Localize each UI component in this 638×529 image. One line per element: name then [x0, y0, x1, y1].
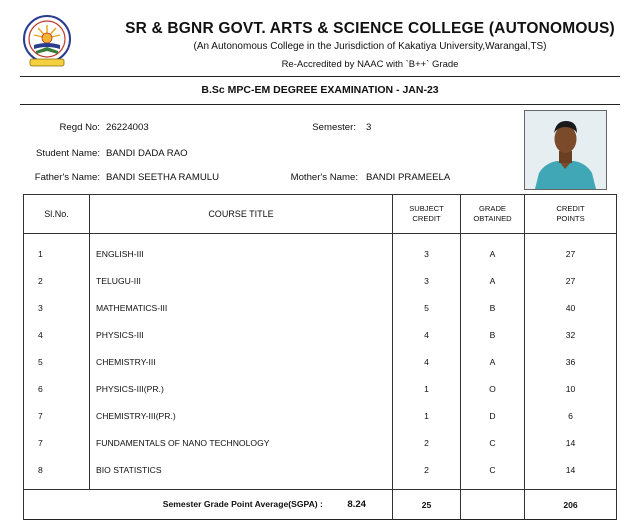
- row-grade: D: [461, 402, 525, 429]
- row-points: 6: [525, 402, 617, 429]
- table-row: [24, 402, 617, 429]
- row-credit: 1: [393, 375, 461, 402]
- table-row: [24, 375, 617, 402]
- row-course-title: CHEMISTRY-III: [90, 348, 393, 375]
- accreditation-text: Re-Accredited by NAAC with `B++` Grade: [281, 59, 459, 70]
- header-course-title: COURSE TITLE: [90, 195, 393, 234]
- header-subject-credit: SUBJECT CREDIT: [393, 195, 461, 234]
- row-course-title: PHYSICS-III: [90, 321, 393, 348]
- header-grade-obtained: GRADE OBTAINED: [461, 195, 525, 234]
- table-row: [24, 267, 617, 294]
- sgpa-cell: [24, 490, 393, 520]
- row-slno: 1: [24, 240, 90, 267]
- row-course-title: FUNDAMENTALS OF NANO TECHNOLOGY: [90, 429, 393, 456]
- row-points: 14: [525, 456, 617, 483]
- header-credit-points: CREDIT POINTS: [525, 195, 617, 234]
- table-row: [24, 456, 617, 483]
- student-photo: [524, 110, 607, 190]
- row-slno: 7: [24, 402, 90, 429]
- row-points: 36: [525, 348, 617, 375]
- row-grade: A: [461, 348, 525, 375]
- header-slno: Sl.No.: [24, 195, 90, 234]
- father-name: BANDI SEETHA RAMULU: [106, 172, 220, 183]
- row-credit: 2: [393, 456, 461, 483]
- table-header-row: [24, 195, 617, 234]
- table-row: [24, 429, 617, 456]
- sgpa-label: Semester Grade Point Average(SGPA) :: [162, 499, 323, 509]
- row-grade: O: [461, 375, 525, 402]
- table-row: [24, 348, 617, 375]
- row-course-title: MATHEMATICS-III: [90, 294, 393, 321]
- row-points: 40: [525, 294, 617, 321]
- row-grade: C: [461, 456, 525, 483]
- sgpa-value: 8.24: [347, 499, 366, 510]
- row-points: 14: [525, 429, 617, 456]
- college-name: SR & BGNR GOVT. ARTS & SCIENCE COLLEGE (AUTONOMOUS): [125, 20, 615, 37]
- row-course-title: PHYSICS-III(PR.): [90, 375, 393, 402]
- row-credit: 4: [393, 321, 461, 348]
- regd-label: Regd No:: [59, 122, 100, 133]
- row-grade: B: [461, 294, 525, 321]
- total-credit: 25: [393, 490, 461, 520]
- exam-title: B.Sc MPC-EM DEGREE EXAMINATION - JAN-23: [201, 84, 439, 96]
- row-grade: A: [461, 240, 525, 267]
- row-points: 10: [525, 375, 617, 402]
- row-credit: 3: [393, 240, 461, 267]
- college-emblem-icon: [22, 14, 72, 68]
- table-row: [24, 240, 617, 267]
- student-name-label: Student Name:: [36, 148, 100, 159]
- row-grade: C: [461, 429, 525, 456]
- row-slno: 7: [24, 429, 90, 456]
- exam-divider: [20, 104, 620, 105]
- row-course-title: TELUGU-III: [90, 267, 393, 294]
- row-points: 32: [525, 321, 617, 348]
- row-slno: 3: [24, 294, 90, 321]
- sgpa-row: [24, 490, 617, 520]
- affiliation-text: (An Autonomous College in the Jurisdiction of Kakatiya University,Warangal,TS): [193, 41, 547, 52]
- semester-value: 3: [366, 122, 372, 133]
- mother-name: BANDI PRAMEELA: [366, 172, 451, 183]
- row-points: 27: [525, 240, 617, 267]
- row-slno: 2: [24, 267, 90, 294]
- marks-table: [23, 194, 617, 520]
- row-credit: 2: [393, 429, 461, 456]
- row-points: 27: [525, 267, 617, 294]
- student-photo-image: [525, 111, 606, 189]
- table-row: [24, 294, 617, 321]
- row-slno: 4: [24, 321, 90, 348]
- row-course-title: CHEMISTRY-III(PR.): [90, 402, 393, 429]
- total-grade-empty: [461, 490, 525, 520]
- row-course-title: BIO STATISTICS: [90, 456, 393, 483]
- total-points: 206: [525, 490, 617, 520]
- row-credit: 3: [393, 267, 461, 294]
- father-name-label: Father's Name:: [34, 172, 100, 183]
- row-slno: 5: [24, 348, 90, 375]
- row-credit: 1: [393, 402, 461, 429]
- row-grade: B: [461, 321, 525, 348]
- regd-number: 26224003: [106, 122, 149, 133]
- semester-label: Semester:: [312, 122, 356, 133]
- row-course-title: ENGLISH-III: [90, 240, 393, 267]
- row-grade: A: [461, 267, 525, 294]
- header-divider: [20, 76, 620, 77]
- row-credit: 5: [393, 294, 461, 321]
- row-credit: 4: [393, 348, 461, 375]
- row-slno: 6: [24, 375, 90, 402]
- mother-name-label: Mother's Name:: [290, 172, 358, 183]
- row-slno: 8: [24, 456, 90, 483]
- student-name: BANDI DADA RAO: [106, 148, 188, 159]
- table-row: [24, 321, 617, 348]
